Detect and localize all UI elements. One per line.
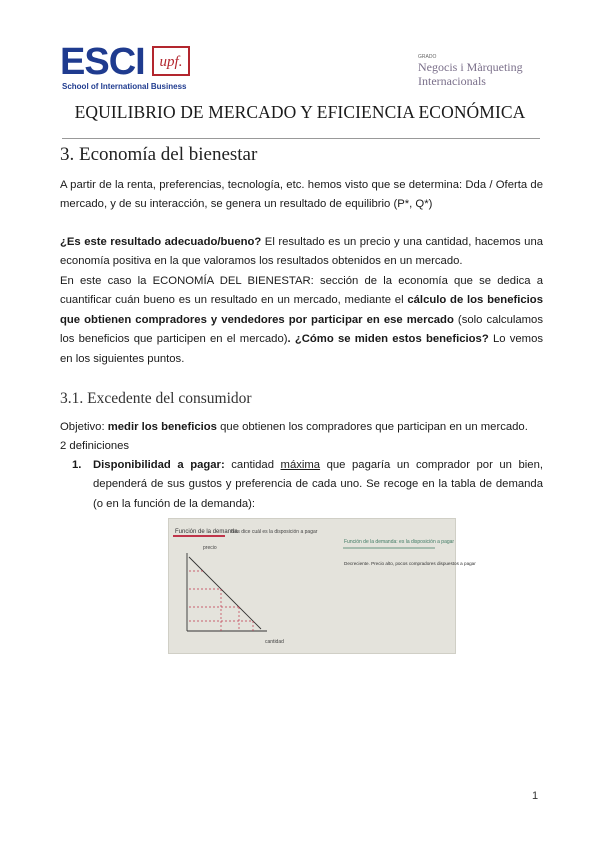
list-item-bold: Disponibilidad a pagar: [93,459,225,471]
note-right-body: Decreciente. Precio alto, pocos compradores dispuestos a pagar [344,561,476,566]
objective-rest: que obtienen los compradores que participan en un mercado. [216,421,528,433]
document-title: EQUILIBRIO DE MERCADO Y EFICIENCIA ECONÓMICA [74,102,526,122]
axis-y-label: precio [203,545,217,551]
logo-esci-text: ESCI [60,41,145,83]
notes-drawing [169,519,476,655]
axis-x-label: cantidad [265,639,284,645]
degree-logo-line1: Negocis i Màrqueting [418,60,523,74]
section-heading: 3. Economía del bienestar [60,144,258,165]
note-top-left: Función de la demanda [175,529,238,535]
degree-logo-line2: Internacionals [418,74,486,88]
welfare-text-c: Lo vemos en los siguientes puntos. [60,333,543,365]
title-divider [62,138,540,139]
handwritten-notes-photo [168,518,476,654]
paragraph-intro: A partir de la renta, preferencias, tecnología, etc. hemos visto que se determina: Dda / Oferta de mercado, y de su interacción, se genera un resultado de equilibrio (P*, Q*) [60,179,543,211]
paragraph-objective [60,418,543,437]
list-item-text [93,456,543,514]
note-right-title: Función de la demanda: es la disposición a pagar [344,539,455,545]
subsection-heading: 3.1. Excedente del consumidor [60,390,252,407]
welfare-text-a: En este caso la ECONOMÍA DEL BIENESTAR: sección de la economía que se dedica a cuantificar cuán bueno es un resultado en un mercado, mediante el [60,275,543,307]
paragraph-definitions: 2 definiciones [60,440,130,452]
note-top-mid: Nos dice cuál es la disposición a pagar [231,529,318,535]
paragraph-question [60,233,543,272]
logo-subtitle: School of International Business [62,82,187,91]
list-item-underlined: máxima [280,459,321,471]
paragraph-welfare [60,272,543,369]
objective-label: Objetivo: [60,421,108,433]
objective-bold: medir los beneficios [107,421,217,433]
esci-upf-logo [60,42,200,92]
degree-logo [418,54,548,90]
welfare-text-b: (solo calculamos los beneficios que participen en el mercado) [60,313,543,346]
list-item-text-a: cantidad [224,459,281,471]
question-bold: ¿Es este resultado adecuado/bueno? [60,236,262,248]
page-number: 1 [532,790,539,802]
welfare-bold: cálculo de los beneficios que obtienen compradores y vendedores por participar en ese mercado [60,294,543,326]
logo-upf-mark: upf. [152,46,190,76]
degree-logo-small: GRADO [418,54,437,60]
welfare-bold-question: . ¿Cómo se miden estos beneficios? [287,333,489,346]
list-item-text-b: que pagaría un comprador por un bien, dependerá de sus gustos y preferencia de cada uno. Se recoge en la tabla de demanda (o en la función de la demanda): [93,459,543,510]
question-rest: El resultado es un precio y una cantidad, hacemos una economía positiva en la que valoramos los resultados obtenidos en un mercado. [60,236,544,268]
list-item-number: 1. [72,459,82,471]
demand-curve [189,557,261,629]
